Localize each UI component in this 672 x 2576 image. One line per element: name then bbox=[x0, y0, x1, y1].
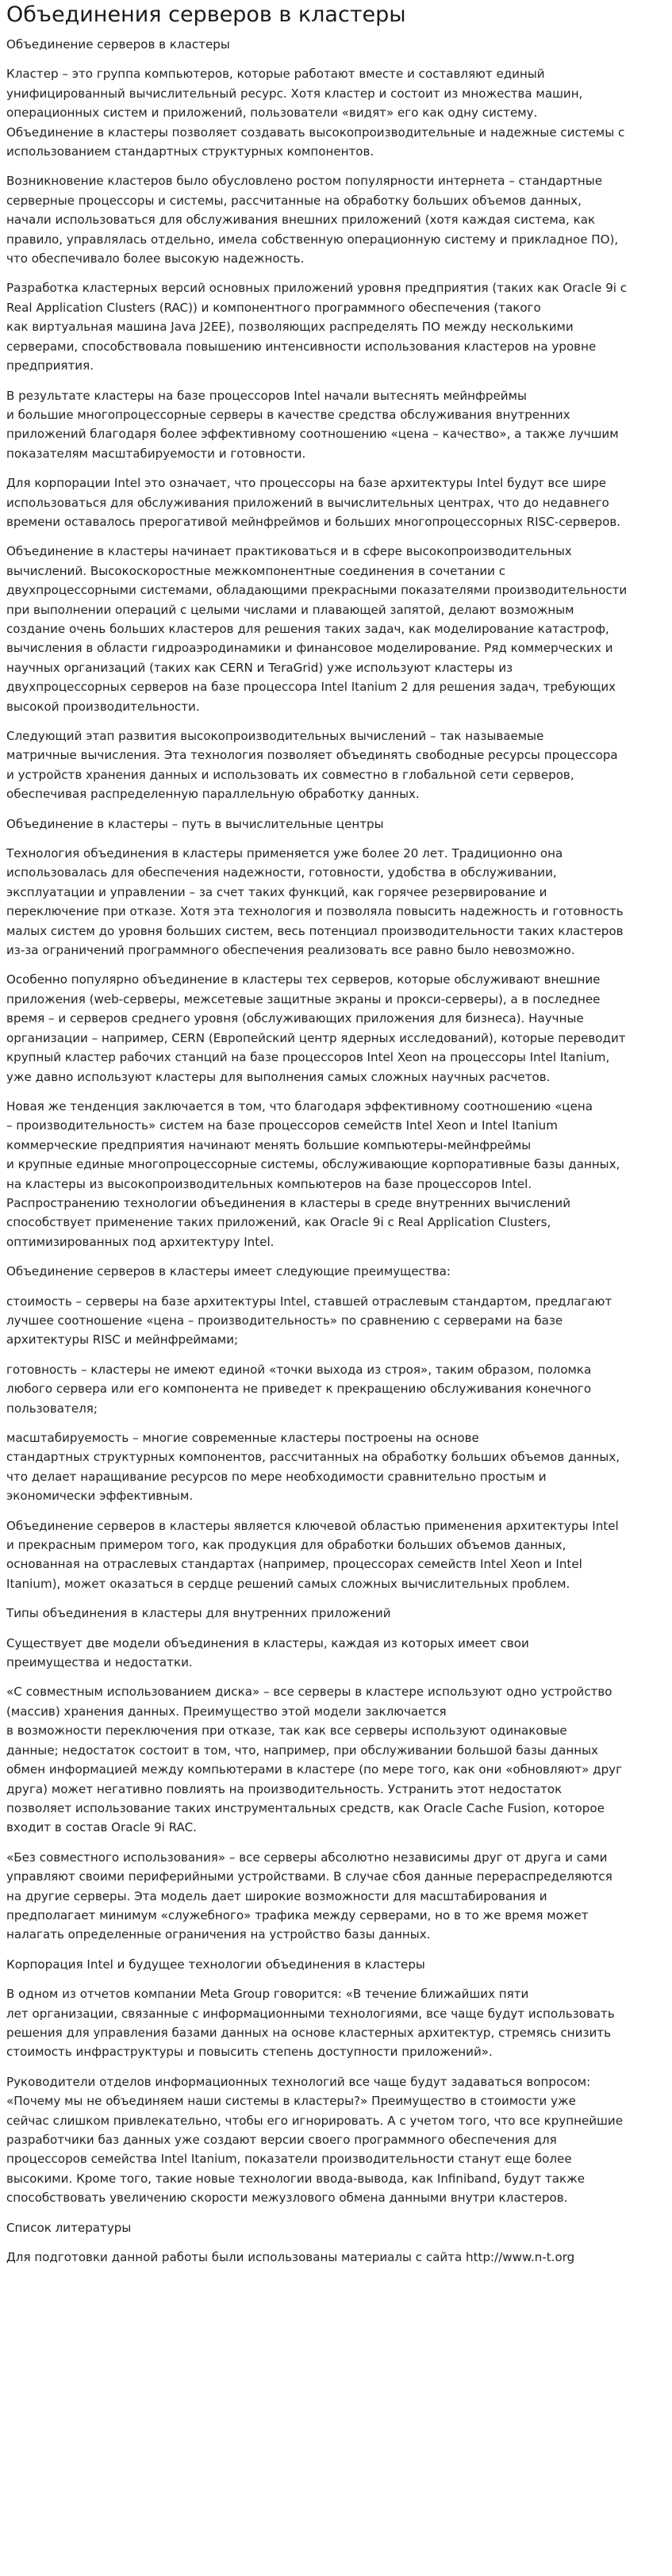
section-heading: Объединение в кластеры – путь в вычислительные центры bbox=[6, 816, 384, 831]
section-heading: Объединение серверов в кластеры bbox=[6, 37, 230, 52]
paragraph: Следующий этап развития высокопроизводительных вычислений – так называемые матричные вычисления. Эта технология позволяет объединять свободные ресурсы процессора и устройств хранения данных и использовать их совместно в глобальной сети серверов, обеспечивая распределенную параллельную обработку данных. bbox=[6, 729, 618, 802]
paragraph: Для корпорации Intel это означает, что процессоры на базе архитектуры Intel будут все шире использоваться для обслуживания приложений в вычислительных центрах, что до недавнего времени оставалось прерогативой мейнфреймов и больших многопроцессорных RISC-серверов. bbox=[6, 476, 621, 529]
section-heading: Корпорация Intel и будущее технологии объединения в кластеры bbox=[6, 1957, 425, 1972]
source-note: Для подготовки данной работы были использованы материалы с сайта http://www.n-t.org bbox=[6, 2250, 575, 2265]
paragraph: Объединение в кластеры начинает практиковаться и в сфере высокопроизводительных вычислений. Высокоскоростные межкомпонентные соединения в сочетании с двухпроцессорными системами, обладающими прекрасными показателями производительности при выполнении операций с целыми числами и плавающей запятой, делают возможным создание очень больших кластеров для решения таких задач, как моделирование катастроф, вычисления в области гидроаэродинамики и финансовое моделирование. Ряд коммерческих и научных организаций (таких как CERN и TeraGrid) уже используют кластеры из двухпроцессорных серверов на базе процессора Intel Itanium 2 для решения задач, требующих высокой производительности. bbox=[6, 544, 628, 714]
paragraph: Возникновение кластеров было обусловлено ростом популярности интернета – стандартные серверные процессоры и системы, рассчитанные на обработку больших объемов данных, начали использоваться для обслуживания внешних приложений (хотя каждая система, как правило, управлялась отдельно, имела собственную операционную систему и прикладное ПО), что обеспечивало более высокую надежность. bbox=[6, 174, 619, 266]
list-item: масштабируемость – многие современные кластеры построены на основе стандартных структурных компонентов, рассчитанных на обработку больших объемов данных, что делает наращивание ресурсов по мере необходимости сравнительно простым и экономически эффективным. bbox=[6, 1431, 620, 1504]
paragraph: «С совместным использованием диска» – все серверы в кластере используют одно устройство (массив) хранения данных. Преимущество этой модели заключается в возможности переключения при отказе, так как все серверы используют одинаковые данные; недостаток состоит в том, что, например, при обслуживании большой базы данных обмен информацией между компьютерами в кластере (по мере того, как они «обновляют» друг друга) может негативно повлиять на производительность. Устранить этот недостаток позволяет использование таких инструментальных средств, как Oracle Cache Fusion, которое входит в состав Oracle 9i RAC. bbox=[6, 1685, 623, 1835]
paragraph: В одном из отчетов компании Meta Group говорится: «В течение ближайших пяти лет организации, связанные с информационными технологиями, все чаще будут использовать решения для управления базами данных на основе кластерных архитектур, стремясь снизить стоимость инфраструктуры и повысить степень доступности приложений». bbox=[6, 1987, 615, 2060]
paragraph: Технология объединения в кластеры применяется уже более 20 лет. Традиционно она использовалась для обеспечения надежности, готовности, удобства в обслуживании, эксплуатации и управлении – за счет таких функций, как горячее резервирование и переключение при отказе. Хотя эта технология и позволяла повысить надежность и готовность малых систем до уровня больших систем, весь потенциал производительности таких кластеров из-за ограничений программного обеспечения реализовать все равно было невозможно. bbox=[6, 846, 624, 958]
section-heading: Типы объединения в кластеры для внутренних приложений bbox=[6, 1606, 391, 1621]
list-item: стоимость – серверы на базе архитектуры Intel, ставшей отраслевым стандартом, предлагают лучшее соотношение «цена – производительность» по сравнению с серверами на базе архитектуры RISC и мейнфреймами; bbox=[6, 1294, 612, 1347]
list-item: готовность – кластеры не имеют единой «точки выхода из строя», таким образом, поломка любого сервера или его компонента не приведет к прекращению обслуживания конечного пользователя; bbox=[6, 1362, 592, 1416]
paragraph: Объединение серверов в кластеры имеет следующие преимущества: bbox=[6, 1264, 451, 1279]
paragraph: Существует две модели объединения в кластеры, каждая из которых имеет свои преимущества и недостатки. bbox=[6, 1635, 529, 1670]
article-body bbox=[6, 35, 666, 2267]
paragraph: В результате кластеры на базе процессоров Intel начали вытеснять мейнфреймы и большие многопроцессорные серверы в качестве средства обслуживания внутренних приложений благодаря более эффективному соотношению «цена – качество», а также лучшим показателям масштабируемости и готовности. bbox=[6, 388, 619, 461]
paragraph: Разработка кластерных версий основных приложений уровня предприятия (таких как Oracle 9i с Real Application Clusters (RAC)) и компонентного программного обеспечения (такого как виртуальная машина Java J2EE), позволяющих распределять ПО между несколькими серверами, способствовала повышению интенсивности использования кластеров на уровне предприятия. bbox=[6, 281, 628, 374]
page-title: Объединения серверов в кластеры bbox=[6, 2, 406, 27]
paragraph: «Без совместного использования» – все серверы абсолютно независимы друг от друга и сами управляют своими периферийными устройствами. В случае сбоя данные перераспределяются на другие серверы. Эта модель дает широкие возможности для масштабирования и предполагает минимум «служебного» трафика между серверами, но в то же время может налагать определенные ограничения на устройство базы данных. bbox=[6, 1850, 612, 1942]
paragraph: Особенно популярно объединение в кластеры тех серверов, которые обслуживают внешние приложения (web-серверы, межсетевые защитные экраны и прокси-серверы), а в последнее время – и серверов среднего уровня (обслуживающих приложения для бизнеса). Научные организации – например, CERN (Европейский центр ядерных исследований), которые переводит крупный кластер рабочих станций на базе процессоров Intel Xeon на процессоры Intel Itanium, уже давно используют кластеры для выполнения самых сложных научных расчетов. bbox=[6, 972, 626, 1084]
paragraph: Руководители отделов информационных технологий все чаще будут задаваться вопросом: «Почему мы не объединяем наши системы в кластеры?» Преимущество в стоимости уже сейчас слишком привлекательно, чтобы его игнорировать. А с учетом того, что все крупнейшие разработчики баз данных уже создают версии своего программного обеспечения для процессоров семейства Intel Itanium, показатели производительности станут еще более высокими. Кроме того, такие новые технологии ввода-вывода, как Infiniband, будут также способствовать увеличению скорости межузлового обмена данными внутри кластеров. bbox=[6, 2074, 623, 2206]
paragraph: Кластер – это группа компьютеров, которые работают вместе и составляют единый унифицированный вычислительный ресурс. Хотя кластер и состоит из множества машин, операционных систем и приложений, пользователи «видят» его как одну систему. Объединение в кластеры позволяет создавать высокопроизводительные и надежные системы с использованием стандартных структурных компонентов. bbox=[6, 67, 625, 159]
section-heading: Список литературы bbox=[6, 2220, 132, 2235]
paragraph: Новая же тенденция заключается в том, что благодаря эффективному соотношению «цена – производительность» систем на базе процессоров семейств Intel Xeon и Intel Itanium коммерческие предприятия начинают менять большие компьютеры-мейнфреймы и крупные единые многопроцессорные системы, обслуживающие корпоративные базы данных, на кластеры из высокопроизводительных компьютеров на базе процессоров Intel. Распространению технологии объединения в кластеры в среде внутренних вычислений способствует применение таких приложений, как Oracle 9i с Real Application Clusters, оптимизированных под архитектуру Intel. bbox=[6, 1098, 620, 1249]
paragraph: Объединение серверов в кластеры является ключевой областью применения архитектуры Intel и прекрасным примером того, как продукция для обработки больших объемов данных, основанная на отраслевых стандартах (например, процессорах семейств Intel Xeon и Intel Itanium), может оказаться в сердце решений самых сложных вычислительных проблем. bbox=[6, 1518, 619, 1591]
